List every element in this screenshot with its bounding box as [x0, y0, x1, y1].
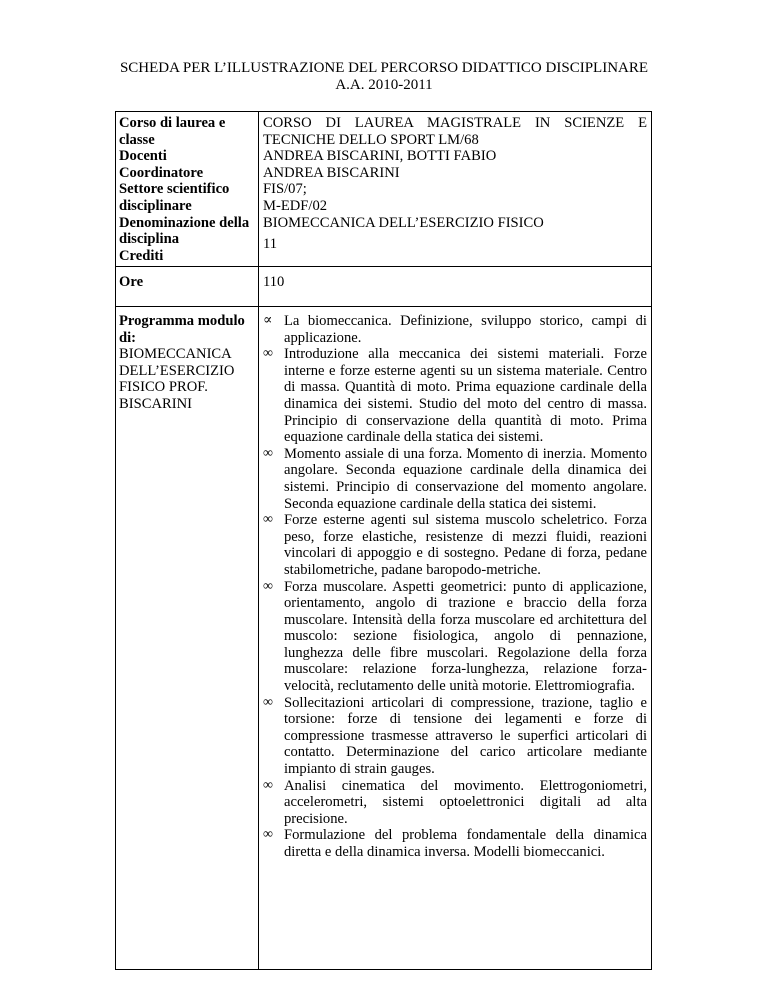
docenti-value: ANDREA BISCARINI, BOTTI FABIO [263, 148, 497, 165]
course-table [115, 111, 652, 970]
module-name: BIOMECCANICA DELL’ESERCIZIO FISICO PROF. BISCARINI [119, 346, 235, 412]
info-row [116, 112, 652, 267]
programma-content-cell [259, 307, 652, 970]
bullet-icon: ∞ [263, 827, 273, 843]
topic-text: Formulazione del problema fondamentale della dinamica diretta e della dinamica inversa. Modelli biomeccanici. [284, 827, 647, 860]
info-labels-cell [116, 112, 259, 267]
topic-text: Analisi cinematica del movimento. Elettrogoniometri, accelerometri, sistemi optoelettronici digitali ad alta precisione. [284, 777, 647, 827]
bullet-icon: ∞ [263, 777, 273, 793]
topic-text: La biomeccanica. Definizione, sviluppo storico, campi di applicazione. [284, 313, 647, 346]
corso-label: Corso di laurea e classe [119, 115, 226, 148]
crediti-label: Crediti [119, 247, 164, 264]
topic-text: Introduzione alla meccanica dei sistemi materiali. Forze interne e forze esterne agenti su un sistema materiale. Centro di massa. Quantità di moto. Prima equazione cardinale della dinamica dei sistemi. Studio del moto del centro di massa. Principio di conservazione della quantità di moto. Prima equazione cardinale della statica dei sistemi. [284, 346, 647, 446]
ore-label: Ore [116, 267, 259, 307]
bullet-icon: ∞ [263, 512, 273, 528]
list-item [263, 512, 647, 578]
list-item [263, 446, 647, 512]
topic-text: Forze esterne agenti sul sistema muscolo scheletrico. Forza peso, forze elastiche, resistenze di mezzi fluidi, reazioni vincolari di appoggio e di sostegno. Pedane di forza, pedane stabilometriche, padane baropodo-metriche. [284, 512, 647, 578]
bullet-icon: ∞ [263, 694, 273, 710]
list-item [263, 346, 647, 446]
docenti-label: Docenti [119, 148, 167, 165]
settore-label: Settore scientifico disciplinare [119, 181, 230, 214]
ore-row [116, 267, 652, 307]
list-item [263, 695, 647, 778]
programma-row [116, 307, 652, 970]
denominazione-label: Denominazione della disciplina [119, 214, 250, 248]
list-item [263, 827, 647, 860]
bullet-icon: ∞ [263, 346, 273, 362]
bullet-icon: ∞ [263, 445, 273, 461]
ore-value: 110 [259, 267, 652, 307]
list-item [263, 579, 647, 695]
settore-value-1: FIS/07; [263, 181, 307, 198]
topic-text: Momento assiale di una forza. Momento di inerzia. Momento angolare. Seconda equazione cardinale della dinamica dei sistemi. Principio di conservazione del momento angolare. Seconda equazione cardinale della statica dei sistemi. [284, 445, 647, 512]
programma-label-cell [116, 307, 259, 970]
programma-label: Programma modulo di: [119, 313, 245, 346]
crediti-value: 11 [263, 236, 278, 253]
topic-text: Sollecitazioni articolari di compressione, trazione, taglio e torsione: forze di tensione dei legamenti e forze di compressione trasmesse attraverso le superfici articolari di contatto. Determinazione del carico articolare mediante impianto di strain gauges. [284, 694, 647, 778]
topic-list [263, 313, 647, 861]
corso-value: CORSO DI LAUREA MAGISTRALE IN SCIENZE E TECNICHE DELLO SPORT LM/68 [263, 115, 647, 148]
list-item [263, 778, 647, 828]
settore-value-2: M-EDF/02 [263, 197, 328, 214]
bullet-icon: ∝ [263, 313, 273, 328]
list-item [263, 313, 647, 346]
coordinatore-label: Coordinatore [119, 164, 204, 181]
document-header [0, 60, 768, 94]
info-values-cell [259, 112, 652, 267]
topic-text: Forza muscolare. Aspetti geometrici: punto di applicazione, orientamento, angolo di trazione e braccio della forza muscolare. Intensità della forza muscolare ed architettura del muscolo: sezione fisiologica, angolo di pennazione, lunghezza delle fibre muscolari. Regolazione della forza muscolare: relazione forza-lunghezza, relazione forza-velocità, reclutamento delle unità motorie. Elettromiografia. [284, 578, 647, 695]
denominazione-value: BIOMECCANICA DELL’ESERCIZIO FISICO [263, 214, 544, 231]
bullet-icon: ∞ [263, 578, 273, 594]
document-title: SCHEDA PER L’ILLUSTRAZIONE DEL PERCORSO DIDATTICO DISCIPLINARE [119, 60, 649, 76]
coordinatore-value: ANDREA BISCARINI [263, 164, 400, 181]
academic-year: A.A. 2010-2011 [335, 77, 433, 93]
